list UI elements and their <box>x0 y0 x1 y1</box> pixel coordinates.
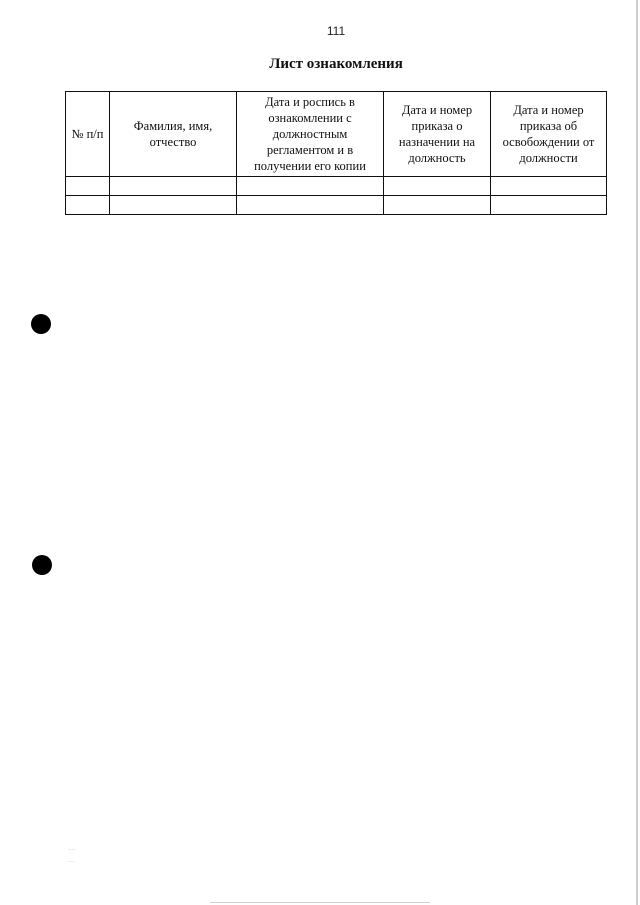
table-header-row <box>66 92 607 177</box>
table-cell <box>66 196 110 215</box>
table-cell <box>384 196 491 215</box>
header-dismissal-order: Дата и номер приказа об освобождении от должности <box>491 92 607 177</box>
table-cell <box>491 177 607 196</box>
table-cell <box>66 177 110 196</box>
stamp-line: ... <box>66 854 76 864</box>
table-cell <box>237 177 384 196</box>
page-number: 111 <box>326 24 346 38</box>
header-number: № п/п <box>66 92 110 177</box>
header-full-name: Фамилия, имя, отчество <box>110 92 237 177</box>
page-edge <box>636 0 638 905</box>
table-cell <box>384 177 491 196</box>
table-row <box>66 177 607 196</box>
table-cell <box>237 196 384 215</box>
punch-hole-bottom <box>32 555 52 575</box>
punch-hole-top <box>31 314 51 334</box>
stamp-line: ... <box>68 842 77 852</box>
table-cell <box>110 177 237 196</box>
table-cell <box>110 196 237 215</box>
faint-stamp <box>67 841 77 865</box>
page-title: Лист ознакомления <box>269 56 403 72</box>
header-signature-date: Дата и роспись в ознакомлении с должностным регламентом и в получении его копии <box>237 92 384 177</box>
acknowledgement-table <box>65 91 607 215</box>
table-cell <box>491 196 607 215</box>
scan-edge-line <box>210 902 430 903</box>
header-appointment-order: Дата и номер приказа о назначении на должность <box>384 92 491 177</box>
table-row <box>66 196 607 215</box>
